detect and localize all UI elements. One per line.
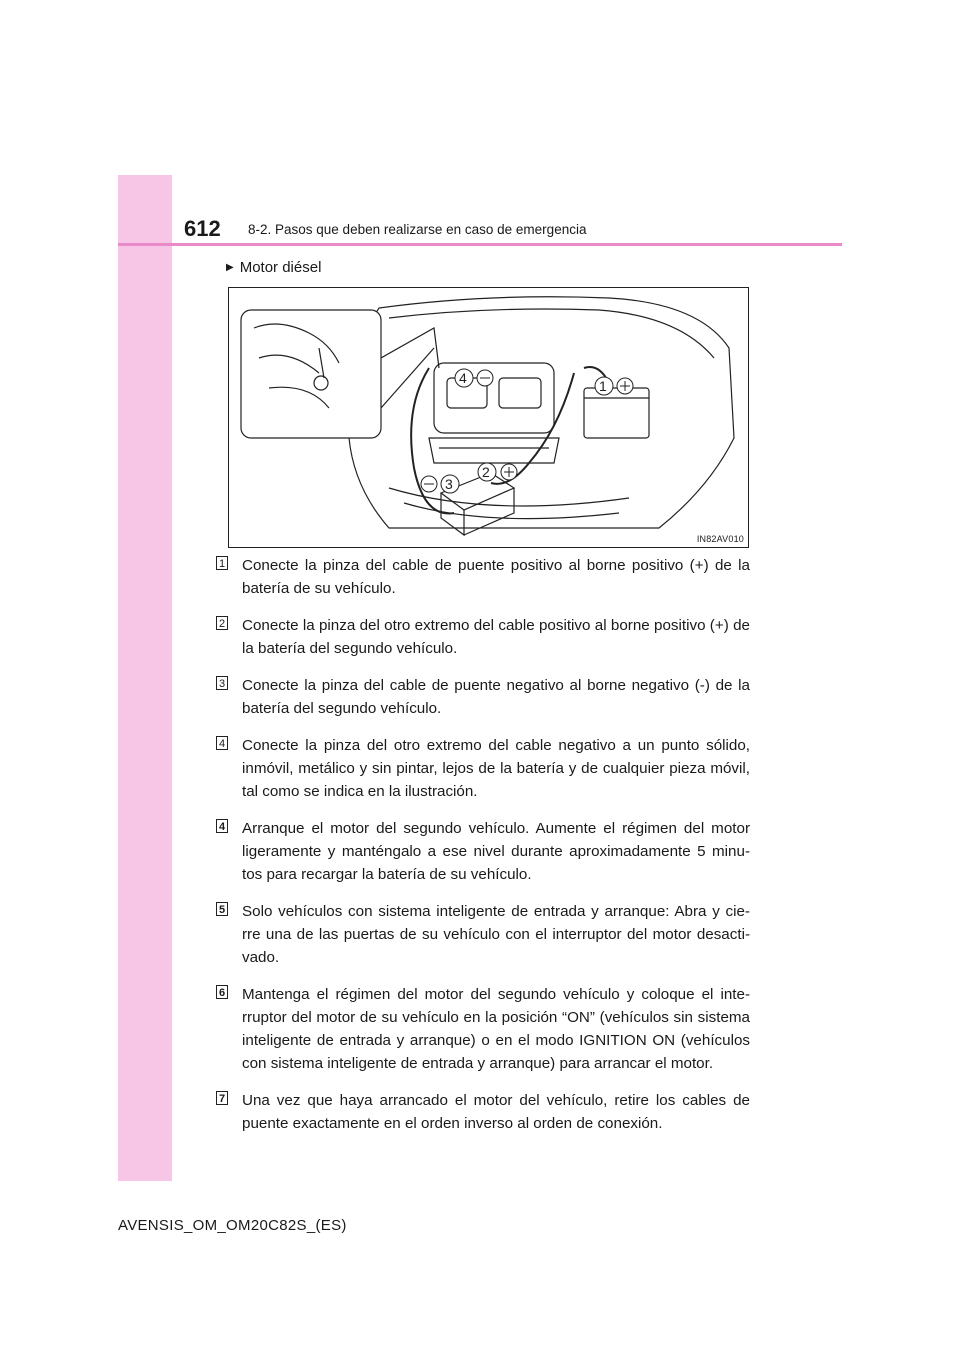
engine-jumpstart-illustration [228, 287, 749, 548]
step-text: Conecte la pinza del otro extremo del cable negativo a un punto sólido, inmóvil, metálico y sin pintar, lejos de la batería y de cualquier pieza móvil, tal como se indica en la ilustración. [242, 737, 750, 800]
step-text: Conecte la pinza del cable de puente positivo al borne positivo (+) de la batería de su vehículo. [242, 557, 750, 597]
subheading-text: Motor diésel [239, 259, 322, 276]
side-tab-bar [118, 175, 172, 1181]
footer-code: AVENSIS_OM_OM20C82S_(ES) [118, 1217, 347, 1234]
step-marker: 6 [216, 985, 228, 999]
step-item [216, 983, 750, 1075]
step-marker: 7 [216, 1091, 228, 1105]
step-item [216, 674, 750, 720]
step-marker: 3 [216, 676, 228, 690]
step-item [216, 734, 750, 803]
step-item [216, 554, 750, 600]
step-item [216, 1089, 750, 1135]
step-marker: 2 [216, 616, 228, 630]
step-text: Una vez que haya arrancado el motor del vehículo, retire los cables de puente exactamente en el orden inverso al orden de conexión. [242, 1092, 750, 1132]
figure-code: IN82AV010 [696, 534, 744, 544]
callout-1: 1 [599, 378, 607, 394]
callout-2: 2 [482, 464, 490, 480]
step-marker: 5 [216, 902, 228, 916]
step-marker: 1 [216, 556, 228, 570]
page-number: 612 [184, 216, 221, 241]
step-marker: 4 [216, 819, 228, 833]
step-text: Arranque el motor del segundo vehículo. Aumente el régimen del motor ligeramente y manténgalo a ese nivel durante aproximadamente 5 minu-tos para recargar la batería de su vehículo. [242, 820, 750, 883]
step-text: Solo vehículos con sistema inteligente de entrada y arranque: Abra y cie-rre una de las puertas de su vehículo con el interruptor del motor desacti-vado. [242, 903, 750, 966]
step-list [216, 554, 750, 1149]
header-rule [118, 243, 842, 246]
step-item [216, 614, 750, 660]
step-marker: 4 [216, 736, 228, 750]
subheading [226, 259, 321, 276]
callout-4: 4 [459, 370, 467, 386]
step-text: Conecte la pinza del otro extremo del cable positivo al borne positivo (+) de la batería del segundo vehículo. [242, 617, 750, 657]
triangle-bullet-icon: ▶ [226, 262, 234, 273]
engine-bay-drawing [229, 288, 748, 547]
section-title: 8-2. Pasos que deben realizarse en caso de emergencia [248, 222, 587, 237]
step-text: Conecte la pinza del cable de puente negativo al borne negativo (-) de la batería del segundo vehículo. [242, 677, 750, 717]
step-item [216, 900, 750, 969]
callout-3: 3 [445, 476, 453, 492]
step-text: Mantenga el régimen del motor del segundo vehículo y coloque el inte-rruptor del motor de su vehículo en la posición “ON” (vehículos sin sistema inteligente de entrada y arranque) o en el modo IGNITION ON (vehículos con sistema inteligente de entrada y arranque) para arrancar el motor. [242, 986, 750, 1072]
step-item [216, 817, 750, 886]
